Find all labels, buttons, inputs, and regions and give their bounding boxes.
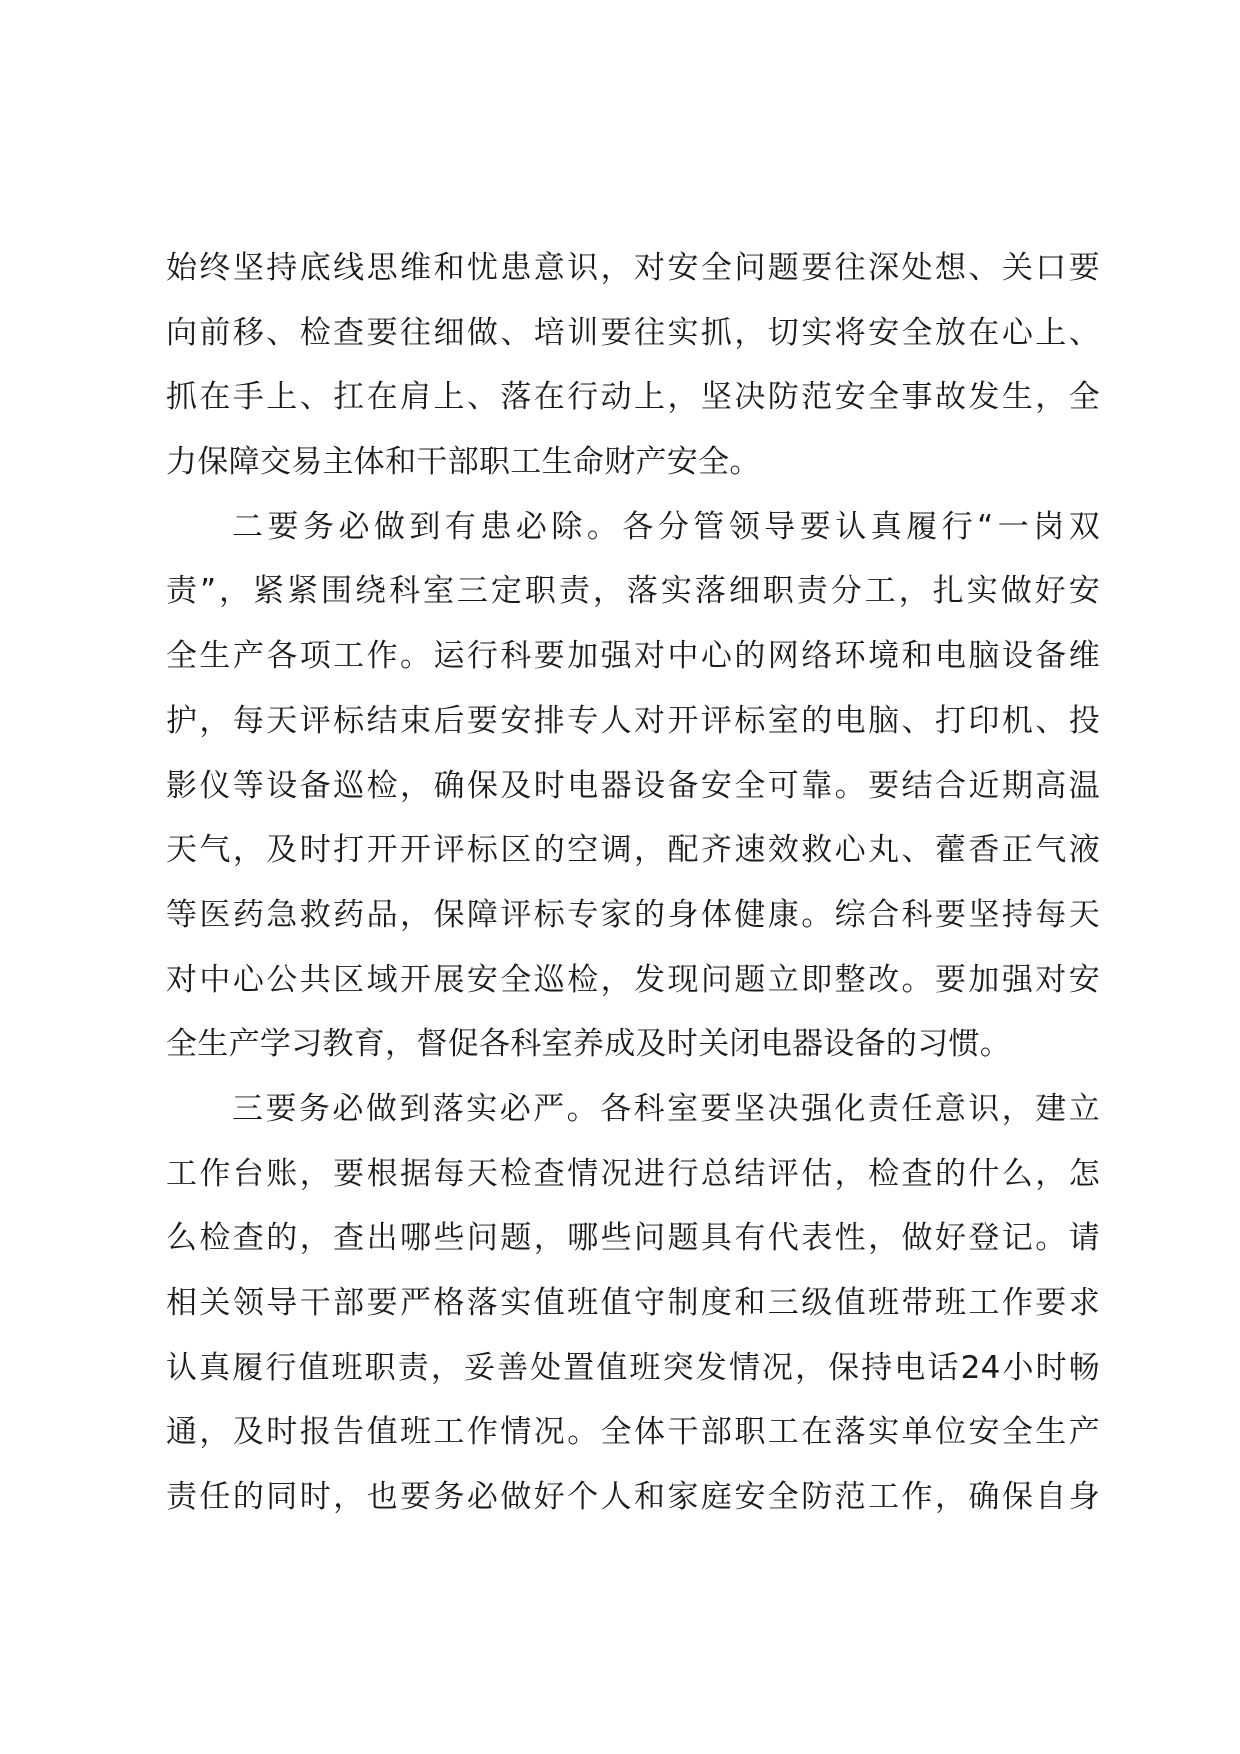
text-line: 责”，紧紧围绕科室三定职责，落实落细职责分工，扎实做好安	[166, 573, 1100, 610]
text-line: 护，每天评标结束后要安排专人对开评标室的电脑、打印机、投	[166, 702, 1100, 739]
text-line: 工作台账，要根据每天检查情况进行总结评估，检查的什么，怎	[166, 1155, 1100, 1192]
document-body	[166, 236, 1100, 1530]
text-line: 天气，及时打开开评标区的空调，配齐速效救心丸、藿香正气液	[166, 832, 1100, 869]
text-line: 力保障交易主体和干部职工生命财产安全。	[166, 444, 761, 481]
paragraph-start-line: 三要务必做到落实必严。各科室要坚决强化责任意识，建立	[232, 1090, 1100, 1127]
text-line: 对中心公共区域开展安全巡检，发现问题立即整改。要加强对安	[166, 961, 1100, 998]
text-line: 责任的同时，也要务必做好个人和家庭安全防范工作，确保自身	[166, 1479, 1100, 1516]
text-line: 影仪等设备巡检，确保及时电器设备安全可靠。要结合近期高温	[166, 767, 1100, 804]
text-line: 么检查的，查出哪些问题，哪些问题具有代表性，做好登记。请	[166, 1220, 1100, 1257]
text-line: 相关领导干部要严格落实值班值守制度和三级值班带班工作要求	[166, 1285, 1100, 1321]
text-line: 全生产各项工作。运行科要加强对中心的网络环境和电脑设备维	[166, 638, 1100, 675]
text-line: 始终坚持底线思维和忧患意识，对安全问题要往深处想、关口要	[166, 250, 1100, 286]
text-line: 等医药急救药品，保障评标专家的身体健康。综合科要坚持每天	[166, 896, 1100, 933]
paragraph-start-line: 二要务必做到有患必除。各分管领导要认真履行“一岗双	[232, 508, 1100, 545]
text-line: 通，及时报告值班工作情况。全体干部职工在落实单位安全生产	[166, 1414, 1100, 1451]
text-line: 抓在手上、扛在肩上、落在行动上，坚决防范安全事故发生，全	[166, 379, 1100, 416]
text-line: 认真履行值班职责，妥善处置值班突发情况，保持电话24小时畅	[166, 1349, 1100, 1386]
text-line: 全生产学习教育，督促各科室养成及时关闭电器设备的习惯。	[166, 1026, 1012, 1063]
text-line: 向前移、检查要往细做、培训要往实抓，切实将安全放在心上、	[166, 314, 1100, 351]
